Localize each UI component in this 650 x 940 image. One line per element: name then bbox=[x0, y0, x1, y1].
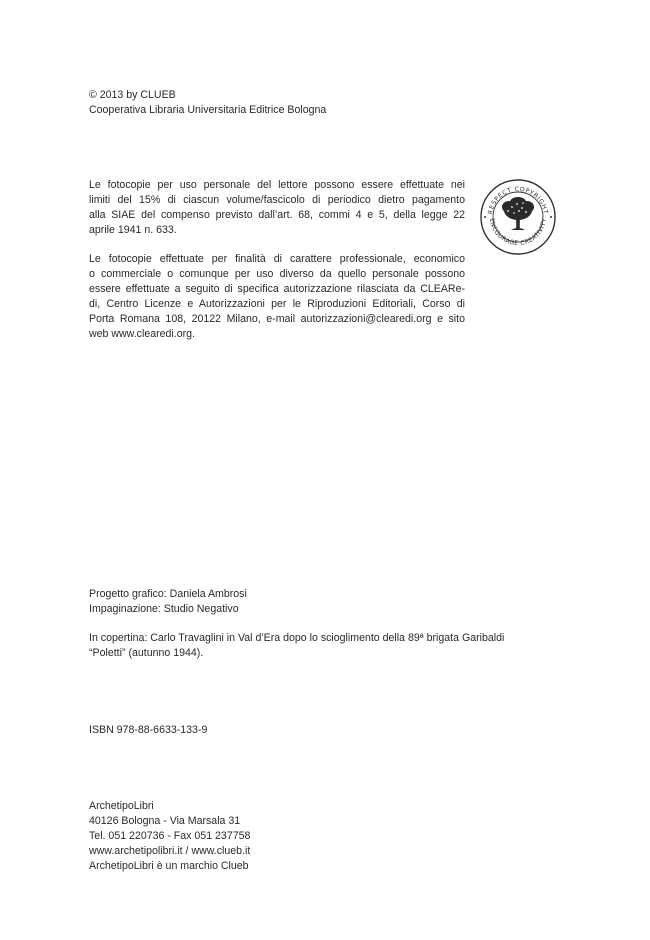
cover-caption-line: In copertina: Carlo Travaglini in Val d’Era dopo lo scioglimento della 89ª brigata Garibaldi bbox=[89, 632, 505, 644]
rights-p1-line: aprile 1941 n. 633. bbox=[89, 224, 177, 236]
rights-p2-line: Porta Romana 108, 20122 Milano, e-mail autorizzazioni@clearedi.org e sito bbox=[89, 313, 465, 325]
graphic-design-credit: Progetto grafico: Daniela Ambrosi bbox=[89, 588, 247, 600]
publisher-full-name: Cooperativa Libraria Universitaria Editrice Bologna bbox=[89, 104, 327, 116]
isbn: ISBN 978-88-6633-133-9 bbox=[89, 724, 208, 736]
copyright-notice: © 2013 by CLUEB bbox=[89, 89, 176, 101]
rights-p1-line: Le fotocopie per uso personale del lettore possono essere effettuate nei bbox=[89, 179, 465, 191]
publisher-phone: Tel. 051 220736 - Fax 051 237758 bbox=[89, 830, 251, 842]
publisher-block bbox=[89, 799, 250, 874]
tree-seal-icon bbox=[478, 177, 558, 257]
cover-caption-line: “Poletti” (autunno 1944). bbox=[89, 647, 204, 659]
rights-p2-line: o commerciale o comunque per uso diverso da quello personale possono bbox=[89, 268, 465, 280]
rights-p2-line: web www.clearedi.org. bbox=[89, 328, 195, 340]
rights-notice bbox=[89, 178, 465, 342]
seal-top-text: RESPECT COPYRIGHT bbox=[487, 185, 549, 215]
rights-p2-line: essere effettuate a seguito di specifica autorizzazione rilasciata da CLEARe- bbox=[89, 283, 465, 295]
copyright-block bbox=[89, 88, 326, 118]
rights-p2-line: di, Centro Licenze e Autorizzazioni per le Riproduzioni Editoriali, Corso di bbox=[89, 298, 465, 310]
seal-bottom-text: ENCOURAGE CREATIVITY bbox=[487, 217, 549, 248]
credits-block bbox=[89, 587, 504, 661]
publisher-address: 40126 Bologna - Via Marsala 31 bbox=[89, 815, 241, 827]
publisher-brand-note: ArchetipoLibri è un marchio Clueb bbox=[89, 860, 249, 872]
rights-p1-line: limiti del 15% di ciascun volume/fascicolo di periodico dietro pagamento bbox=[89, 194, 465, 206]
isbn-block bbox=[89, 723, 207, 738]
rights-p1-line: alla SIAE del compenso previsto dall’art. 68, commi 4 e 5, della legge 22 bbox=[89, 209, 465, 221]
publisher-name: ArchetipoLibri bbox=[89, 800, 154, 812]
rights-p2-line: Le fotocopie effettuate per finalità di carattere professionale, economico bbox=[89, 253, 465, 265]
layout-credit: Impaginazione: Studio Negativo bbox=[89, 603, 239, 615]
publisher-websites: www.archetipolibri.it / www.clueb.it bbox=[89, 845, 251, 857]
